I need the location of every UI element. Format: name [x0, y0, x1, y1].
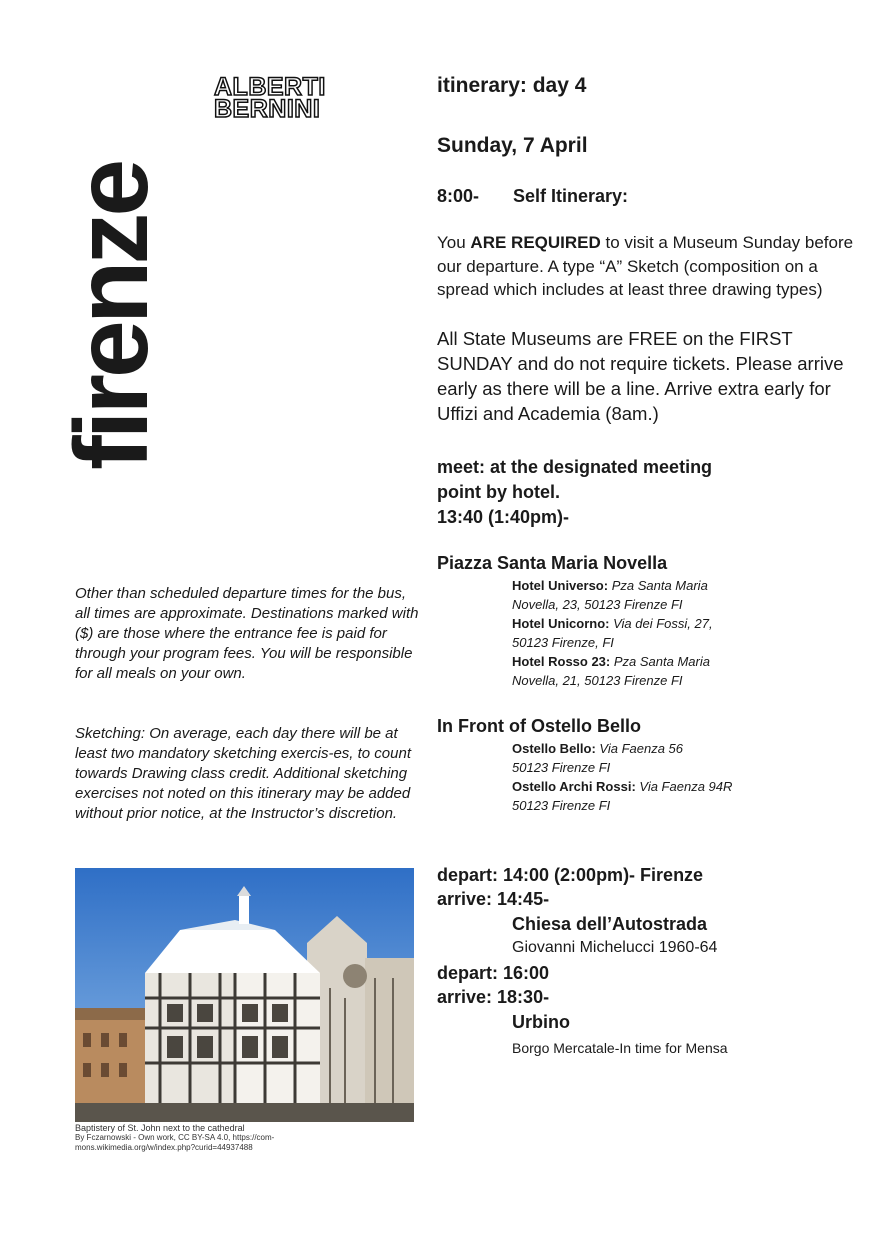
hostel-item: [437, 777, 857, 815]
depart-2: depart: 16:00: [437, 962, 550, 983]
hotel-address: Pza Santa Maria: [610, 653, 710, 669]
title-firenze: firenze: [54, 162, 170, 470]
hostel-address: Via Faenza 56: [595, 740, 684, 756]
hotel-name: Hotel Rosso 23:: [512, 653, 611, 669]
hostel-address: 50123 Firenze FI: [512, 797, 611, 813]
hotel-item: [437, 576, 857, 614]
location-1-name: Piazza Santa Maria Novella: [437, 552, 668, 573]
photo-caption: [75, 1123, 420, 1153]
arrive-1: arrive: 14:45-: [437, 889, 550, 909]
main-column: [437, 72, 857, 1061]
logo-line-1: ALBERTI: [214, 73, 326, 101]
date-heading: Sunday, 7 April: [437, 134, 588, 157]
first-title: Self Itinerary:: [513, 186, 629, 206]
sketching-note: Sketching: On average, each day there will be at least two mandatory sketching exercis-es, to count towards Drawing class credit. Additional sketching exercises not noted on this itinerary may be added without prior notice, at the Instructor’s discretion.: [75, 725, 411, 822]
hotel-address: Pza Santa Maria: [608, 577, 708, 593]
stop-1-sub: Giovanni Michelucci 1960-64: [512, 939, 718, 956]
required-post: to visit a Museum Sunday before our departure. A type “A” Sketch (composition on a spread which includes at least three drawing types): [437, 233, 854, 299]
caption-line-2: By Fczarnowski - Own work, CC BY-SA 4.0, https://com-: [75, 1133, 275, 1142]
hotel-address: Novella, 23, 50123 Firenze FI: [512, 596, 683, 612]
logo-line-2: BERNINI: [214, 95, 321, 123]
hostel-name: Ostello Bello:: [512, 740, 596, 756]
logo: [214, 73, 326, 123]
museums-note: All State Museums are FREE on the FIRST SUNDAY and do not require tickets. Please arrive early as there will be a line. Arrive extra early for Uffizi and Academia (8am.): [437, 327, 844, 424]
vertical-title: [54, 70, 180, 490]
baptistery-photo: [75, 868, 414, 1122]
stop-2-sub: Borgo Mercatale-In time for Mensa: [512, 1040, 728, 1056]
stop-1-name: Chiesa dell’Autostrada: [512, 913, 708, 934]
meet-line-1: meet: at the designated meeting: [437, 456, 713, 477]
hotel-item: [437, 614, 857, 652]
hotel-name: Hotel Universo:: [512, 577, 609, 593]
required-bold: ARE REQUIRED: [470, 233, 601, 252]
schedule: [437, 863, 857, 1061]
hostel-address: 50123 Firenze FI: [512, 759, 611, 775]
hostel-item: [437, 739, 857, 777]
baptistery-illustration: [75, 868, 414, 1122]
location-2: [437, 714, 857, 815]
hotel-item: [437, 652, 857, 690]
hostel-name: Ostello Archi Rossi:: [512, 778, 636, 794]
hotel-name: Hotel Unicorno:: [512, 615, 610, 631]
location-1: [437, 551, 857, 690]
caption-line-3: mons.wikimedia.org/w/index.php?curid=44937488: [75, 1143, 253, 1152]
first-entry: [437, 184, 857, 209]
meet-line-2: point by hotel.: [437, 481, 560, 502]
location-2-name: In Front of Ostello Bello: [437, 715, 641, 736]
times-note: Other than scheduled departure times for the bus, all times are approximate. Destinations marked with ($) are those where the entrance fee is paid for through your program fees. You will be responsible for all meals on your own.: [75, 585, 419, 682]
hostel-address: Via Faenza 94R: [635, 778, 733, 794]
required-pre: You: [437, 233, 471, 252]
caption-line-1: Baptistery of St. John next to the cathedral: [75, 1123, 245, 1133]
depart-1: depart: 14:00 (2:00pm)- Firenze: [437, 864, 704, 885]
meet-block: [437, 455, 857, 530]
hotel-address: Novella, 21, 50123 Firenze FI: [512, 672, 683, 688]
hotel-address: Via dei Fossi, 27,: [609, 615, 713, 631]
required-paragraph: [437, 231, 857, 302]
stop-2-name: Urbino: [512, 1011, 570, 1032]
itinerary-header: itinerary: day 4: [437, 74, 587, 97]
first-time: 8:00-: [437, 186, 480, 206]
arrive-2: arrive: 18:30-: [437, 987, 550, 1007]
meet-time: 13:40 (1:40pm)-: [437, 506, 570, 527]
hotel-address: 50123 Firenze, FI: [512, 634, 614, 650]
